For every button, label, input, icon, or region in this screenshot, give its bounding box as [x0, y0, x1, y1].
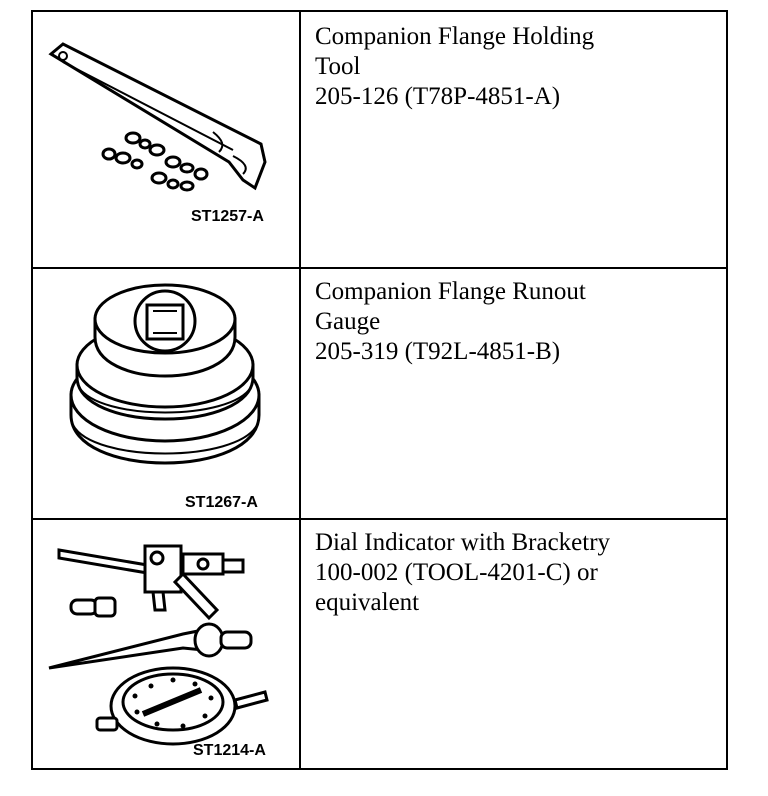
tool-description	[303, 267, 726, 518]
tool-description	[303, 12, 726, 267]
tool-name-line: Companion Flange Runout	[315, 278, 586, 305]
tool-part-note: equivalent	[315, 589, 420, 616]
dial-indicator-icon	[33, 518, 299, 768]
tool-name-line: Companion Flange Holding	[315, 23, 595, 50]
tool-illustration-cell	[33, 12, 301, 267]
figure-caption: ST1257-A	[191, 208, 264, 225]
special-tools-table	[31, 10, 728, 770]
tool-part-number: 205-126 (T78P-4851-A)	[315, 83, 561, 110]
tool-illustration-cell	[33, 267, 301, 518]
tool-name-line: Dial Indicator with Bracketry	[315, 529, 611, 556]
tool-name-line: Tool	[315, 53, 361, 80]
figure-caption: ST1267-A	[185, 494, 258, 511]
tool-row	[33, 518, 726, 770]
tool-name-line: Gauge	[315, 308, 381, 335]
tool-row	[33, 12, 726, 269]
tool-illustration-cell	[33, 518, 301, 770]
tool-part-number: 205-319 (T92L-4851-B)	[315, 338, 561, 365]
runout-gauge-icon	[33, 267, 299, 518]
tool-row	[33, 267, 726, 520]
flange-holding-tool-icon	[33, 12, 299, 267]
figure-caption: ST1214-A	[193, 742, 266, 759]
tool-description	[303, 518, 726, 770]
tool-part-number: 100-002 (TOOL-4201-C) or	[315, 559, 598, 586]
